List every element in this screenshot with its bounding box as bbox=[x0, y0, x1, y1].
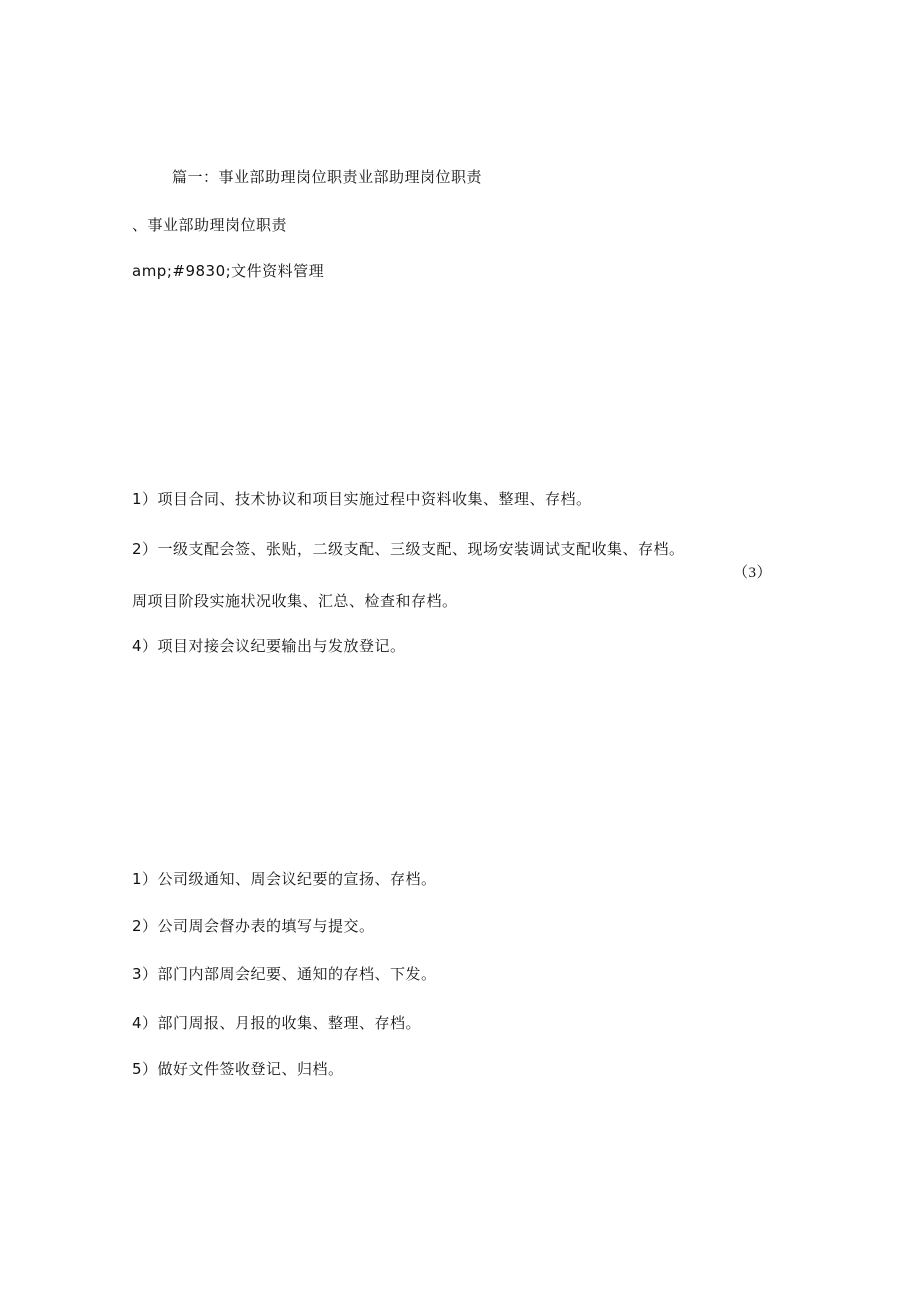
list-item: 1）公司级通知、周会议纪要的宣扬、存档。 bbox=[132, 870, 437, 888]
document-title: 篇一：事业部助理岗位职责业部助理岗位职责 bbox=[172, 168, 483, 186]
section-heading-file-management: amp;#9830;文件资料管理 bbox=[132, 262, 325, 280]
list-item-number: （3） bbox=[733, 565, 773, 581]
list-item: 1）项目合同、技术协议和项目实施过程中资料收集、整理、存档。 bbox=[132, 490, 592, 508]
list-item: 周项目阶段实施状况收集、汇总、检查和存档。 bbox=[132, 592, 458, 610]
list-item: 3）部门内部周会纪要、通知的存档、下发。 bbox=[132, 965, 437, 983]
document-subtitle: 、事业部助理岗位职责 bbox=[132, 216, 288, 234]
list-item: 2）一级支配会签、张贴，二级支配、三级支配、现场安装调试支配收集、存档。 bbox=[132, 540, 685, 558]
list-item: 4）部门周报、月报的收集、整理、存档。 bbox=[132, 1014, 422, 1032]
list-item: 2）公司周会督办表的填写与提交。 bbox=[132, 917, 375, 935]
list-item: 4）项目对接会议纪要输出与发放登记。 bbox=[132, 637, 406, 655]
list-item: 5）做好文件签收登记、归档。 bbox=[132, 1060, 344, 1078]
